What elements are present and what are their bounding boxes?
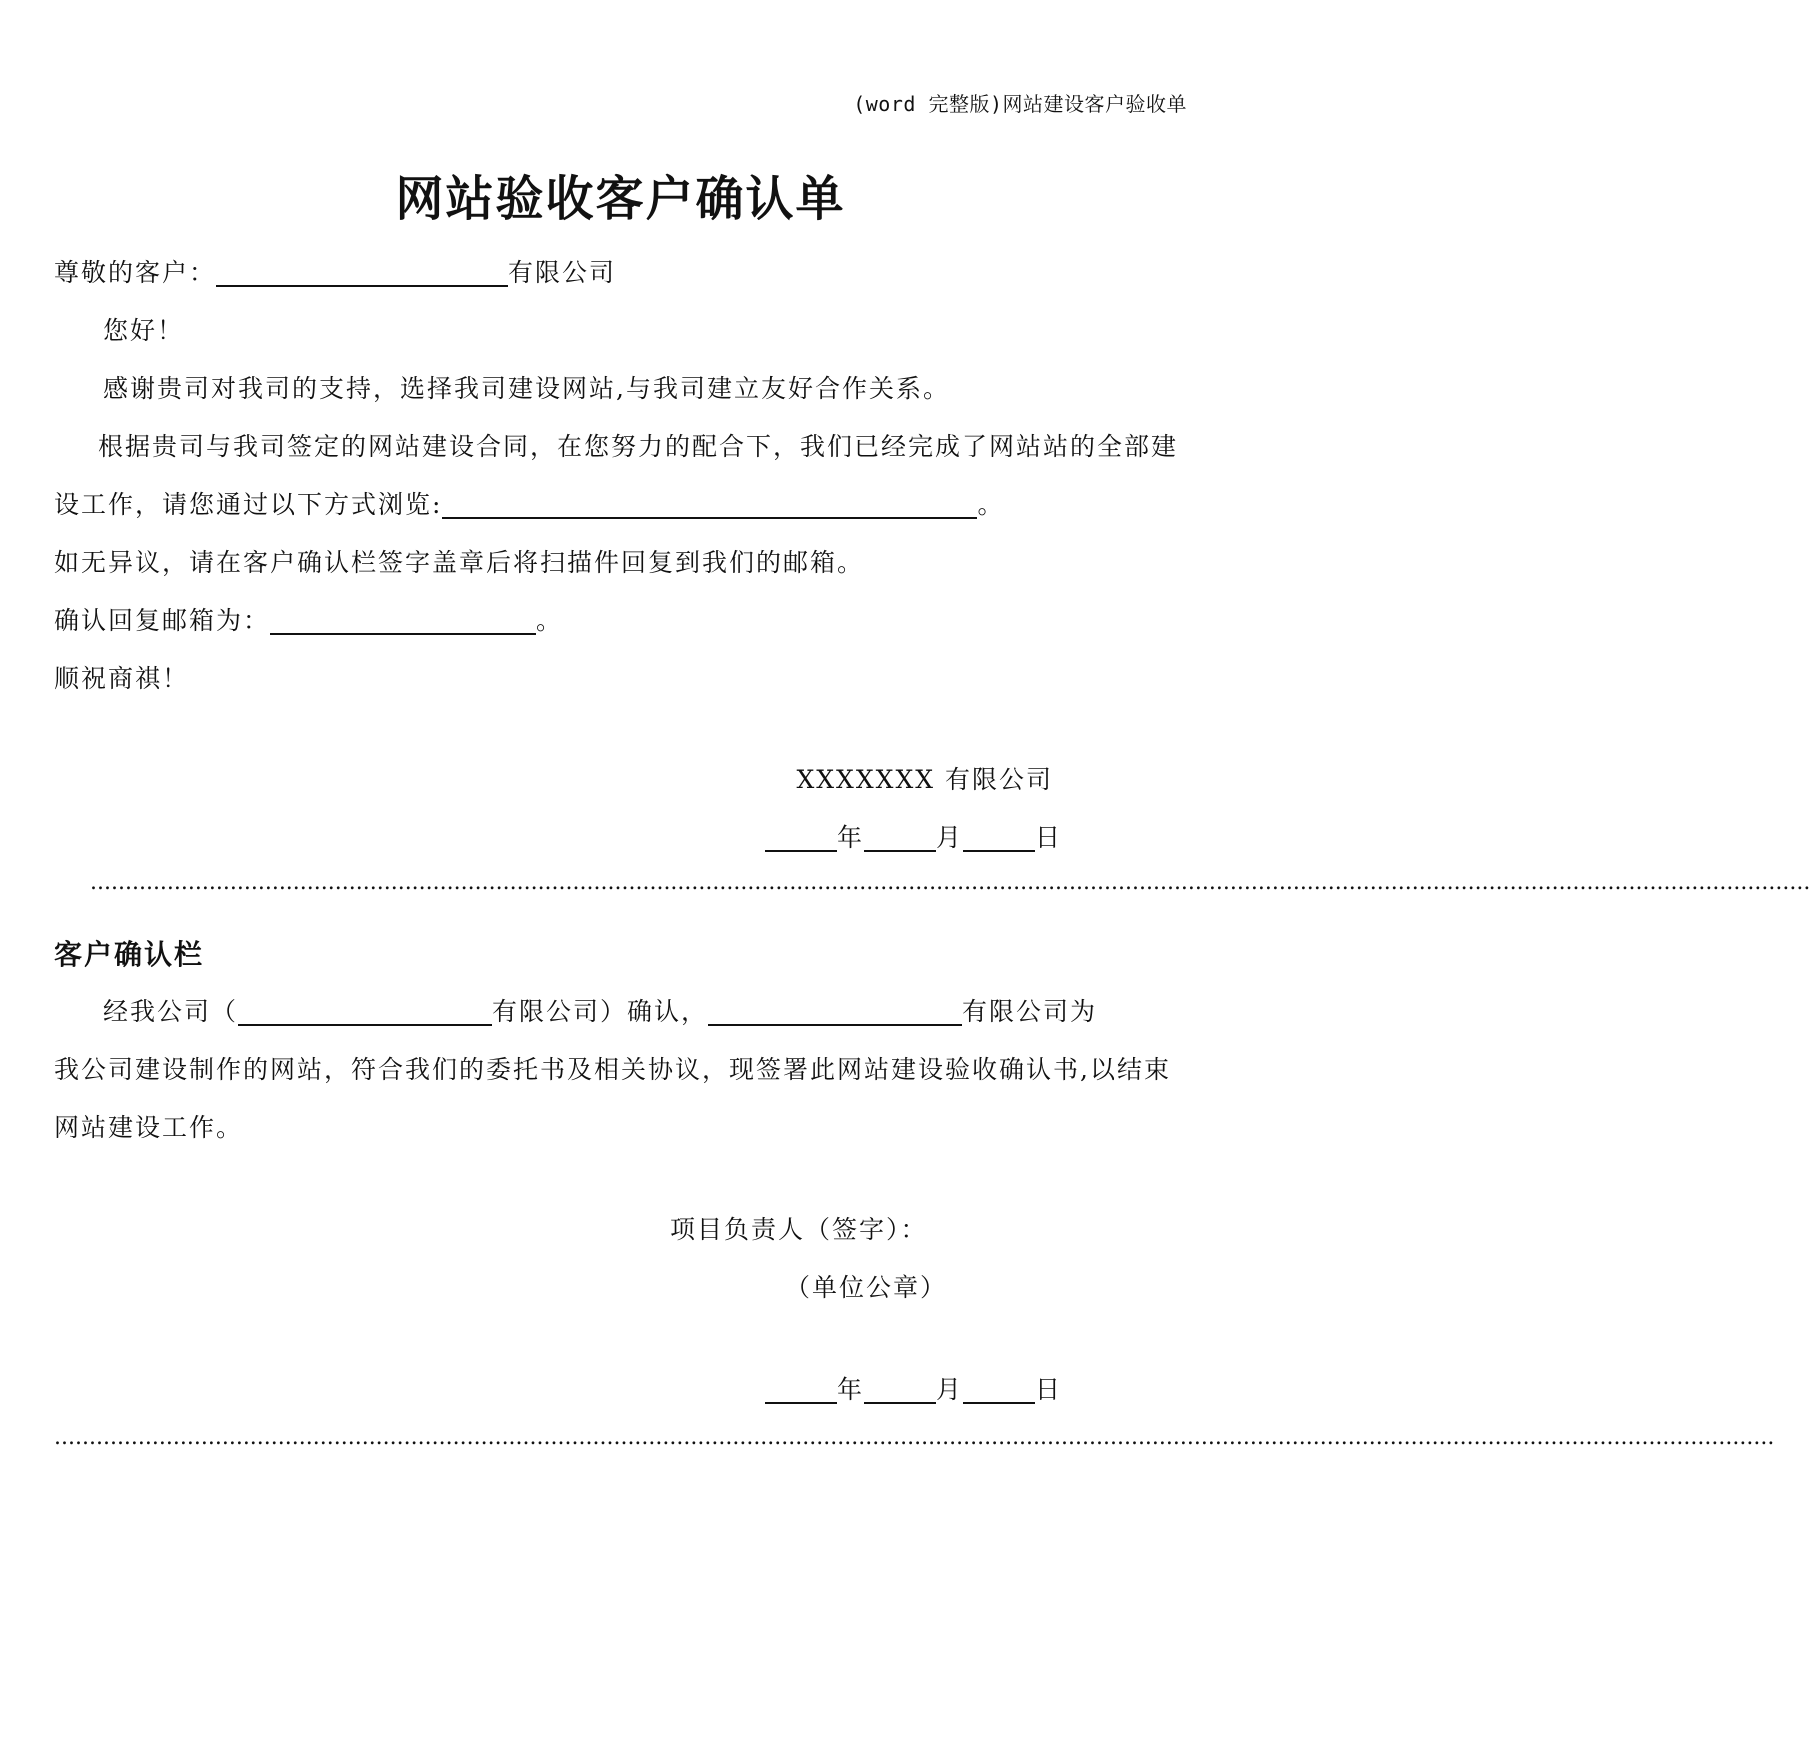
customer-date-line <box>765 1370 1062 1406</box>
salutation-line <box>54 253 616 289</box>
salutation-suffix: 有限公司 <box>508 258 617 287</box>
reply-email-blank[interactable] <box>270 607 536 635</box>
customer-company-blank[interactable] <box>216 259 508 287</box>
month-label: 月 <box>936 1375 964 1404</box>
customer-day-blank[interactable] <box>963 1376 1035 1404</box>
thanks-paragraph: 感谢贵司对我司的支持，选择我司建设网站,与我司建立友好合作关系。 <box>103 374 950 403</box>
confirm-suffix: 有限公司为 <box>962 997 1098 1026</box>
day-label: 日 <box>1035 1375 1063 1404</box>
browse-prefix: 设工作，请您通过以下方式浏览: <box>54 490 443 519</box>
month-label: 月 <box>936 823 964 852</box>
browse-suffix: 。 <box>977 490 1005 519</box>
customer-year-blank[interactable] <box>765 1376 837 1404</box>
completion-paragraph-line2 <box>54 485 1004 521</box>
day-label: 日 <box>1035 823 1063 852</box>
confirmation-line3: 网站建设工作。 <box>54 1113 244 1142</box>
confirmation-line1 <box>103 992 1097 1028</box>
year-label: 年 <box>837 823 865 852</box>
letter-date-line <box>765 818 1062 854</box>
signature-label: 项目负责人（签字）： <box>670 1215 928 1244</box>
confirmation-line2: 我公司建设制作的网站，符合我们的委托书及相关协议，现签署此网站建设验收确认书,以结束 <box>54 1055 1171 1084</box>
customer-month-blank[interactable] <box>864 1376 936 1404</box>
email-suffix: 。 <box>536 606 564 635</box>
greeting: 您好！ <box>103 316 185 345</box>
instruction-paragraph: 如无异议，请在客户确认栏签字盖章后将扫描件回复到我们的邮箱。 <box>54 548 865 577</box>
letter-month-blank[interactable] <box>864 824 936 852</box>
closing: 顺祝商祺！ <box>54 664 190 693</box>
email-prefix: 确认回复邮箱为： <box>54 606 271 635</box>
salutation-prefix: 尊敬的客户： <box>54 258 217 287</box>
sender-company: XXXXXXX 有限公司 <box>796 765 1053 794</box>
letter-year-blank[interactable] <box>765 824 837 852</box>
cut-line-separator: ...................................................................................................................................................................................................................................................... <box>90 870 1810 895</box>
completion-paragraph-line1: 根据贵司与我司签定的网站建设合同，在您努力的配合下，我们已经完成了网站站的全部建 <box>98 432 1179 461</box>
letter-day-blank[interactable] <box>963 824 1035 852</box>
year-label: 年 <box>837 1375 865 1404</box>
seal-label: （单位公章） <box>785 1273 948 1302</box>
email-line <box>54 601 563 637</box>
page-title: 网站验收客户确认单 <box>395 171 846 227</box>
customer-section-heading: 客户确认栏 <box>54 938 205 971</box>
confirm-prefix: 经我公司（ <box>103 997 239 1026</box>
bottom-cut-line: ...................................................................................................................................................................................................................................................... <box>54 1425 1775 1450</box>
website-url-blank[interactable] <box>442 491 977 519</box>
client-company-blank[interactable] <box>238 998 492 1026</box>
header-note: (word 完整版)网站建设客户验收单 <box>853 92 1187 116</box>
builder-company-blank[interactable] <box>708 998 962 1026</box>
confirm-mid: 有限公司）确认， <box>492 997 709 1026</box>
